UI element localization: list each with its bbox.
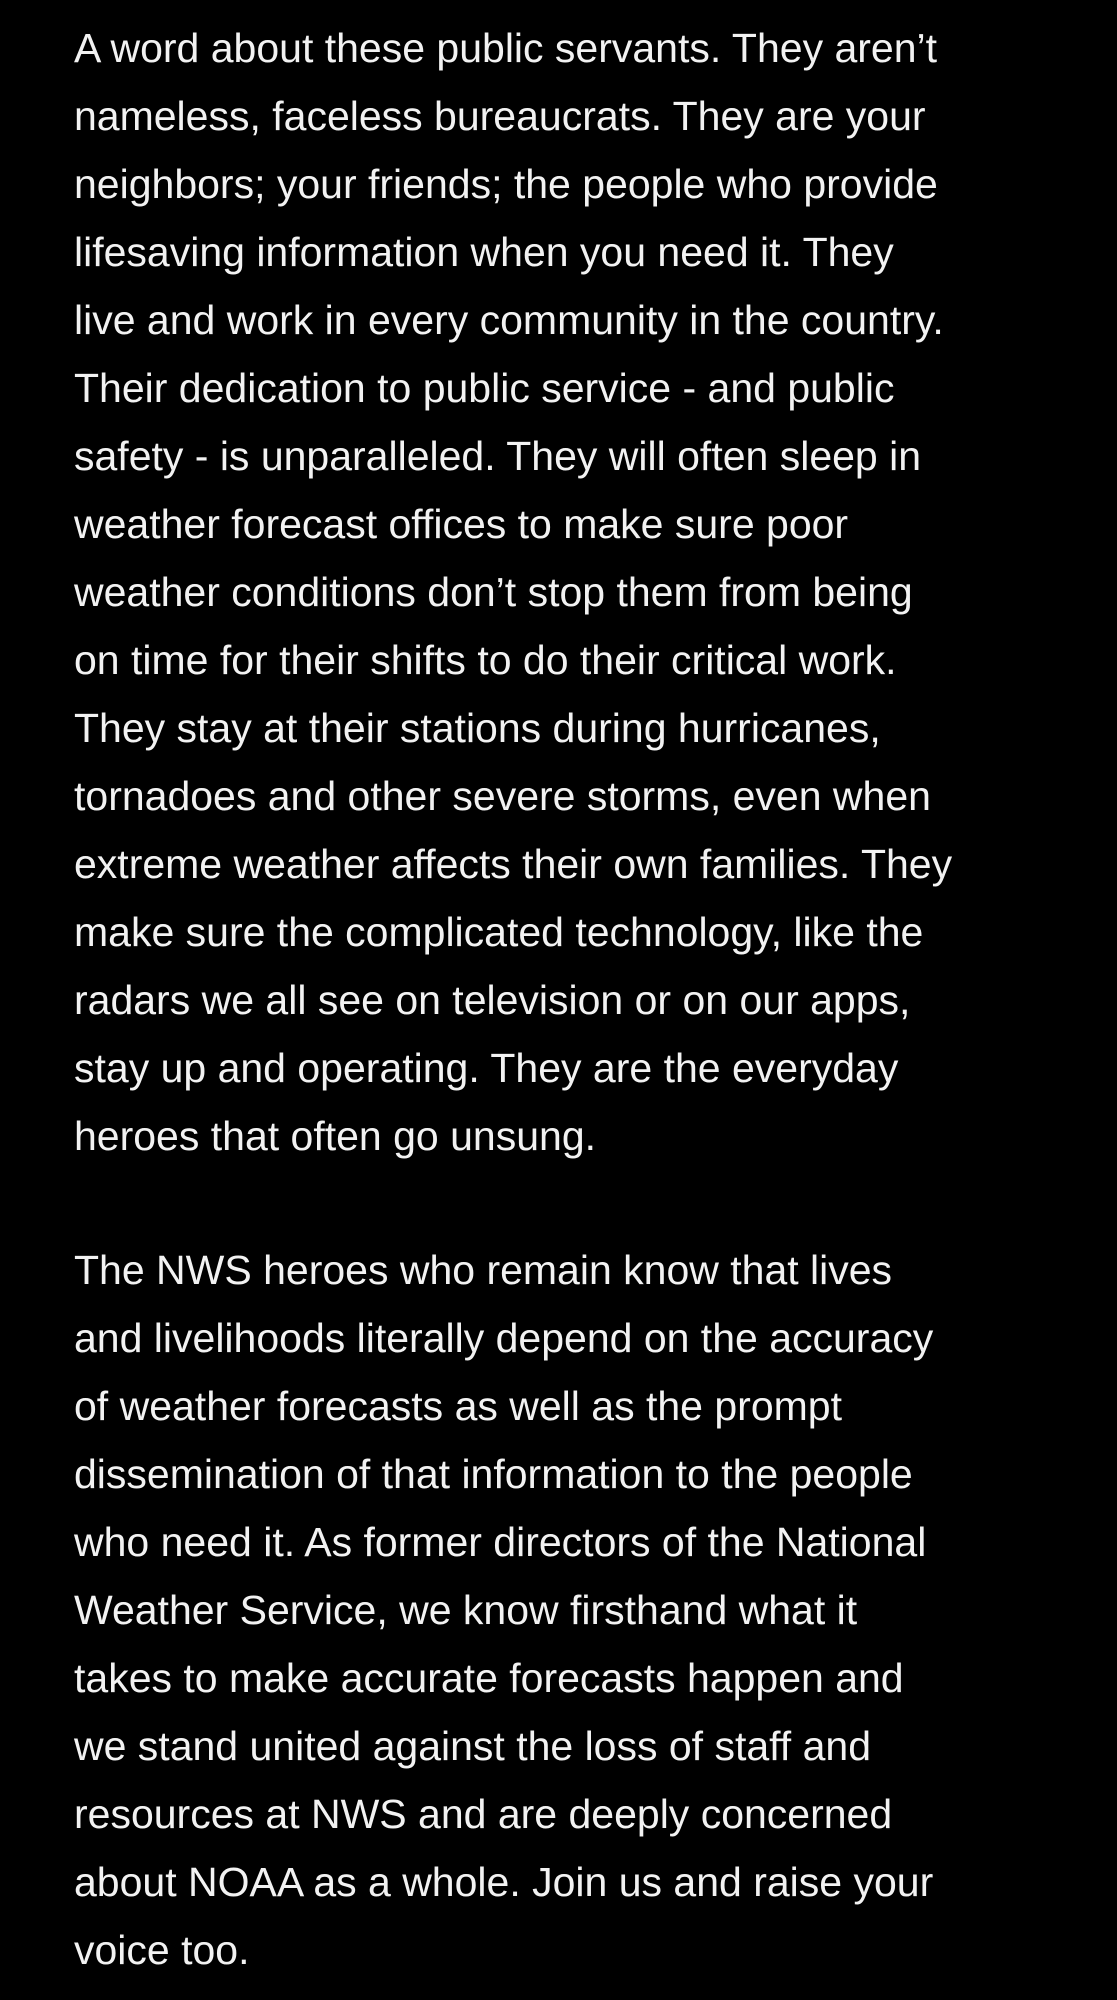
paragraph-line: neighbors; your friends; the people who provide: [74, 161, 938, 207]
paragraph-line: who need it. As former directors of the National: [74, 1519, 927, 1565]
paragraph-line: live and work in every community in the country.: [74, 297, 944, 343]
paragraph-line: They stay at their stations during hurricanes,: [74, 705, 881, 751]
paragraph-line: resources at NWS and are deeply concerned: [74, 1791, 893, 1837]
paragraph-line: radars we all see on television or on our apps,: [74, 977, 911, 1023]
paragraph-line: weather conditions don’t stop them from being: [74, 569, 913, 615]
paragraph-line: tornadoes and other severe storms, even when: [74, 773, 931, 819]
paragraph-line: Their dedication to public service - and public: [74, 365, 895, 411]
paragraph-line: Weather Service, we know firsthand what it: [74, 1587, 858, 1633]
paragraph-line: dissemination of that information to the people: [74, 1451, 913, 1497]
paragraph-line: of weather forecasts as well as the prompt: [74, 1383, 842, 1429]
paragraph-line: make sure the complicated technology, like the: [74, 909, 924, 955]
paragraph-line: takes to make accurate forecasts happen and: [74, 1655, 904, 1701]
paragraph-line: about NOAA as a whole. Join us and raise your: [74, 1859, 934, 1905]
paragraph-line: stay up and operating. They are the everyday: [74, 1045, 899, 1091]
paragraph-line: voice too.: [74, 1927, 250, 1973]
paragraph-line: lifesaving information when you need it. They: [74, 229, 894, 275]
text-document: [74, 0, 1074, 2000]
paragraph-line: The NWS heroes who remain know that lives: [74, 1247, 893, 1293]
paragraph-line: and livelihoods literally depend on the accuracy: [74, 1315, 934, 1361]
paragraph-line: we stand united against the loss of staff and: [74, 1723, 871, 1769]
paragraph-line: heroes that often go unsung.: [74, 1113, 597, 1159]
paragraph-line: on time for their shifts to do their critical work.: [74, 637, 897, 683]
paragraph-line: extreme weather affects their own families. They: [74, 841, 953, 887]
paragraph-line: nameless, faceless bureaucrats. They are your: [74, 93, 926, 139]
paragraph-line: A word about these public servants. They aren’t: [74, 25, 938, 71]
paragraph-line: safety - is unparalleled. They will often sleep in: [74, 433, 922, 479]
paragraph-line: weather forecast offices to make sure poor: [74, 501, 849, 547]
